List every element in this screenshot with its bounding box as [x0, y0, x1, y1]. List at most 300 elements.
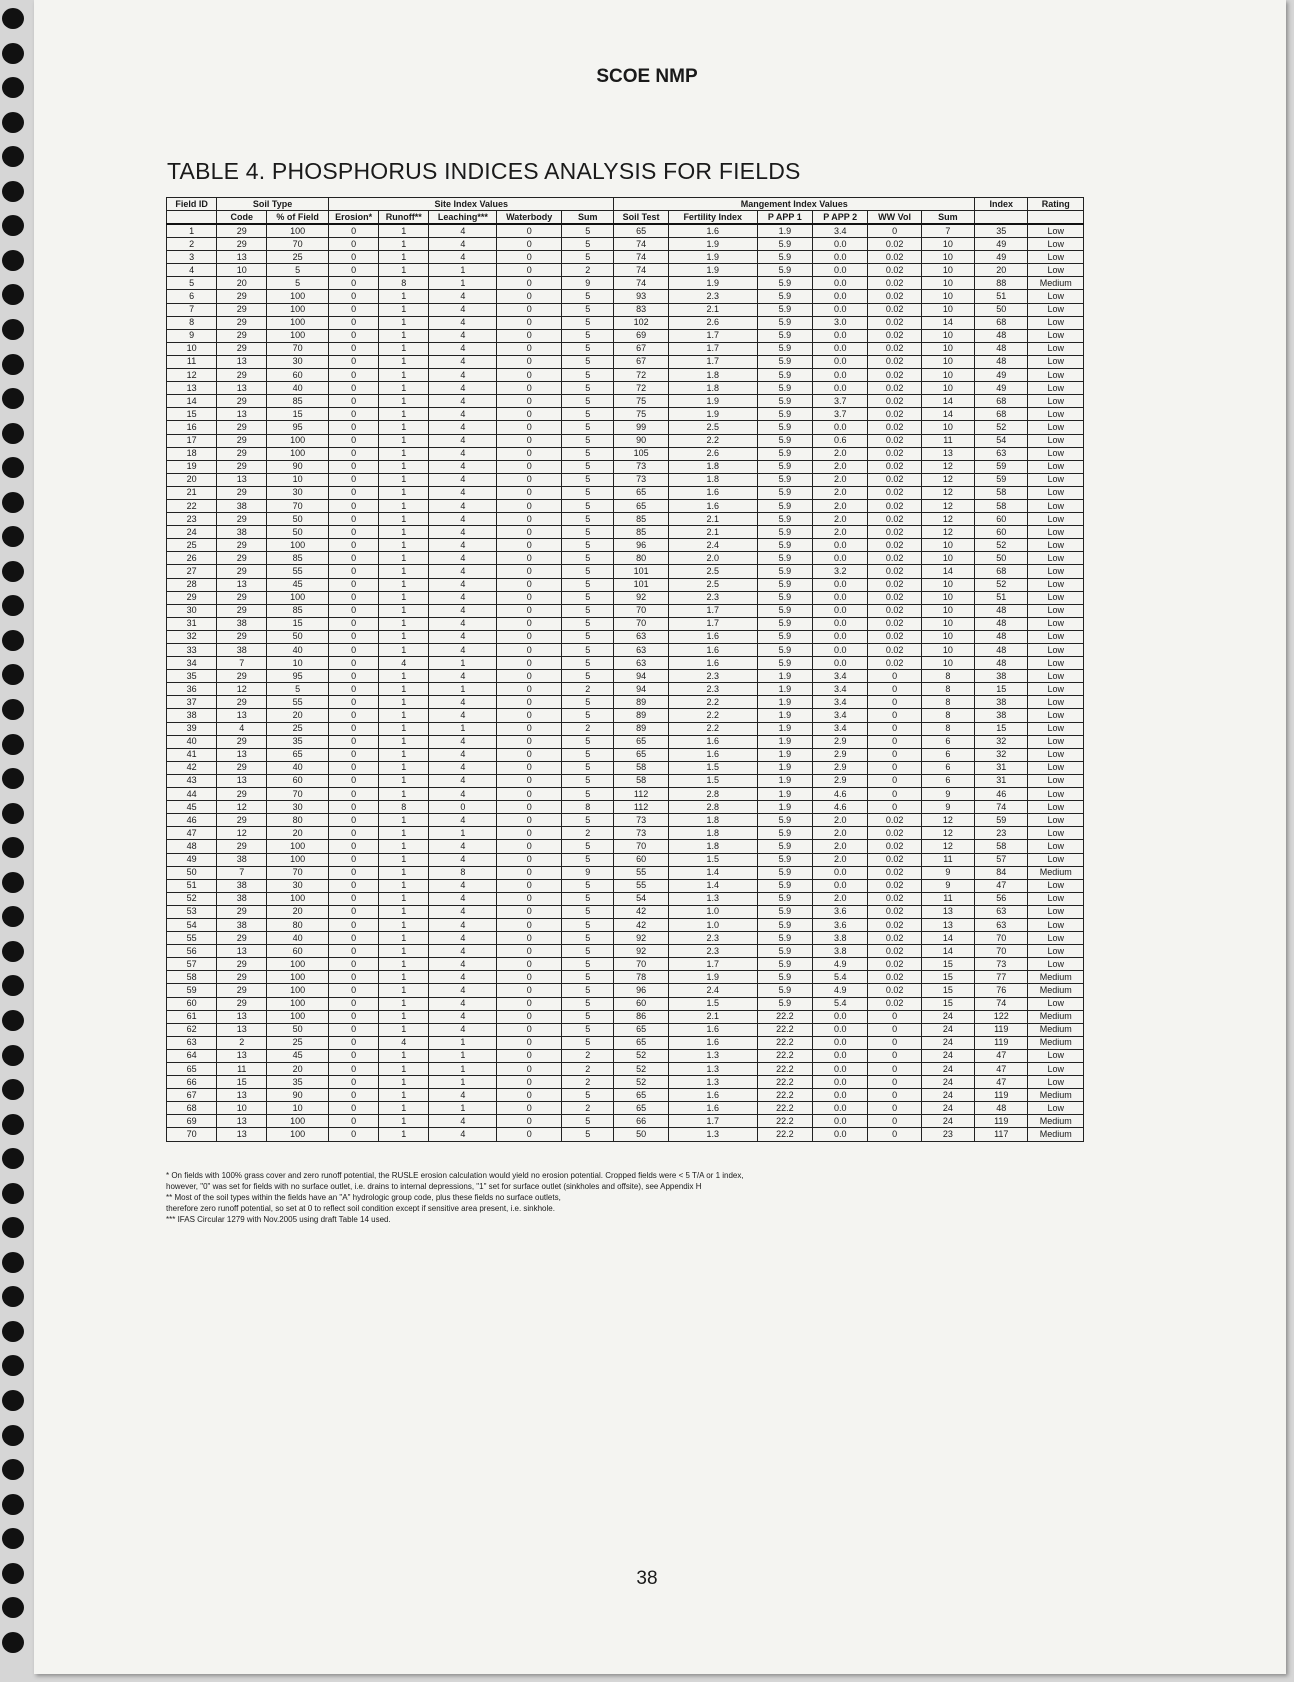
binder-holes	[0, 0, 40, 1682]
table-cell: 4	[429, 303, 497, 316]
table-cell: 70	[167, 1128, 217, 1141]
table-cell: 0.0	[813, 355, 868, 368]
table-cell: 0	[497, 814, 562, 827]
table-cell: 5.9	[757, 945, 812, 958]
table-cell: 8	[921, 709, 974, 722]
table-cell: 99	[614, 421, 668, 434]
table-cell: 4	[429, 1010, 497, 1023]
table-cell: 0.02	[868, 539, 921, 552]
table-cell: 85	[614, 526, 668, 539]
table-cell: 5.9	[757, 421, 812, 434]
table-cell: 1	[379, 722, 429, 735]
table-cell: 29	[217, 565, 267, 578]
table-cell: 5	[267, 277, 329, 290]
table-cell: 83	[614, 303, 668, 316]
table-cell: 1.8	[668, 369, 757, 382]
table-cell: 0	[497, 958, 562, 971]
binder-hole	[2, 1425, 24, 1446]
table-cell: 0.02	[868, 355, 921, 368]
table-cell: 1.6	[668, 735, 757, 748]
table-cell: 1	[429, 657, 497, 670]
table-cell: 40	[267, 382, 329, 395]
table-cell: 2.1	[668, 526, 757, 539]
table-cell: 1	[379, 1089, 429, 1102]
table-cell: 1.7	[668, 342, 757, 355]
table-cell: 1.9	[757, 774, 812, 787]
table-cell: 5	[562, 735, 614, 748]
table-cell: 54	[975, 434, 1028, 447]
table-cell: 10	[921, 290, 974, 303]
table-cell: 10	[921, 644, 974, 657]
table-cell: Low	[1028, 329, 1084, 342]
table-cell: 85	[267, 604, 329, 617]
table-cell: 9	[562, 277, 614, 290]
table-cell: 2.0	[813, 827, 868, 840]
table-cell: 1	[379, 539, 429, 552]
table-cell: Low	[1028, 251, 1084, 264]
table-cell: 0.0	[813, 578, 868, 591]
table-row	[167, 342, 1084, 355]
table-cell: 49	[975, 251, 1028, 264]
table-cell: 72	[614, 369, 668, 382]
table-cell: 11	[217, 1063, 267, 1076]
table-cell: 50	[267, 1023, 329, 1036]
table-cell: 0	[329, 499, 379, 512]
table-cell: 68	[975, 408, 1028, 421]
table-row	[167, 1036, 1084, 1049]
table-cell: 8	[379, 277, 429, 290]
table-cell: 11	[921, 853, 974, 866]
table-cell: 5	[562, 788, 614, 801]
table-cell: 75	[614, 395, 668, 408]
table-cell: 0	[329, 251, 379, 264]
binder-hole	[2, 803, 24, 824]
table-body	[167, 224, 1084, 1141]
table-cell: Medium	[1028, 971, 1084, 984]
table-cell: Low	[1028, 892, 1084, 905]
table-cell: 5.9	[757, 971, 812, 984]
table-cell: 30	[267, 801, 329, 814]
table-cell: Low	[1028, 591, 1084, 604]
table-row	[167, 748, 1084, 761]
table-cell: 5.9	[757, 526, 812, 539]
table-cell: 1	[429, 1063, 497, 1076]
table-cell: 1.3	[668, 1049, 757, 1062]
table-cell: 5	[562, 670, 614, 683]
table-cell: 0.0	[813, 290, 868, 303]
table-cell: 1	[379, 408, 429, 421]
table-cell: 0.0	[813, 630, 868, 643]
table-cell: 5.9	[757, 473, 812, 486]
table-cell: 1.9	[757, 761, 812, 774]
table-row	[167, 264, 1084, 277]
table-cell: 0	[329, 1128, 379, 1141]
table-cell: 0	[497, 801, 562, 814]
table-cell: Low	[1028, 761, 1084, 774]
table-cell: 0.02	[868, 513, 921, 526]
table-cell: 0	[329, 1063, 379, 1076]
table-cell: 74	[614, 277, 668, 290]
table-cell: 29	[217, 290, 267, 303]
table-cell: 50	[167, 866, 217, 879]
table-cell: 1	[429, 827, 497, 840]
table-cell: 30	[267, 486, 329, 499]
table-cell: 3.7	[813, 408, 868, 421]
table-cell: 1	[379, 617, 429, 630]
table-cell: 1	[379, 1076, 429, 1089]
table-cell: 24	[921, 1115, 974, 1128]
table-cell: 0.0	[813, 303, 868, 316]
table-row	[167, 499, 1084, 512]
table-cell: 100	[267, 1115, 329, 1128]
table-cell: 0	[329, 473, 379, 486]
table-cell: 2.1	[668, 1010, 757, 1023]
table-cell: 22.2	[757, 1036, 812, 1049]
table-row	[167, 303, 1084, 316]
table-cell: 1.8	[668, 382, 757, 395]
table-cell: 40	[267, 644, 329, 657]
table-cell: Low	[1028, 905, 1084, 918]
table-cell: 2	[562, 264, 614, 277]
table-cell: 40	[267, 932, 329, 945]
soil-type-header: Soil Type	[217, 198, 329, 211]
table-cell: 1.8	[668, 827, 757, 840]
table-row	[167, 918, 1084, 931]
table-cell: 5	[562, 421, 614, 434]
table-cell: 0.02	[868, 329, 921, 342]
table-cell: 51	[975, 290, 1028, 303]
table-cell: 5	[562, 539, 614, 552]
table-cell: 5	[562, 382, 614, 395]
table-cell: 10	[921, 277, 974, 290]
table-cell: 1.9	[668, 251, 757, 264]
table-cell: 15	[975, 722, 1028, 735]
table-cell: 10	[217, 264, 267, 277]
table-cell: 70	[267, 342, 329, 355]
table-cell: 15	[921, 971, 974, 984]
table-cell: 10	[921, 552, 974, 565]
site-index-header: Site Index Values	[329, 198, 614, 211]
table-cell: 1.8	[668, 840, 757, 853]
table-cell: Low	[1028, 604, 1084, 617]
table-cell: 0	[497, 1010, 562, 1023]
table-cell: 0	[868, 1128, 921, 1141]
table-cell: 5	[562, 630, 614, 643]
table-cell: 5.9	[757, 617, 812, 630]
table-cell: 29	[167, 591, 217, 604]
table-cell: Low	[1028, 696, 1084, 709]
table-row	[167, 238, 1084, 251]
table-cell: 85	[614, 513, 668, 526]
table-cell: 0.0	[813, 342, 868, 355]
column-header: Soil Test	[614, 211, 668, 225]
table-cell: 49	[975, 382, 1028, 395]
table-cell: 5.9	[757, 342, 812, 355]
table-cell: 0	[329, 840, 379, 853]
table-cell: 8	[429, 866, 497, 879]
table-cell: 0.02	[868, 303, 921, 316]
table-cell: 9	[921, 879, 974, 892]
table-cell: Low	[1028, 958, 1084, 971]
table-cell: 0	[497, 1049, 562, 1062]
table-cell: 5	[562, 486, 614, 499]
table-cell: 0.0	[813, 1063, 868, 1076]
column-header: P APP 1	[757, 211, 812, 225]
table-cell: 1.7	[668, 355, 757, 368]
table-cell: 2	[562, 827, 614, 840]
table-cell: 0.0	[813, 1076, 868, 1089]
table-cell: 0.02	[868, 460, 921, 473]
table-cell: 0	[497, 1115, 562, 1128]
table-cell: 1.5	[668, 761, 757, 774]
table-cell: 1	[379, 264, 429, 277]
table-cell: 50	[614, 1128, 668, 1141]
table-cell: 4	[429, 355, 497, 368]
table-cell: 1.9	[757, 696, 812, 709]
table-cell: 22.2	[757, 1049, 812, 1062]
table-cell: 5.4	[813, 997, 868, 1010]
table-cell: 40	[267, 761, 329, 774]
table-cell: 1.5	[668, 774, 757, 787]
table-cell: 0	[497, 395, 562, 408]
table-cell: 0	[329, 761, 379, 774]
table-cell: 14	[921, 408, 974, 421]
table-cell: 4.6	[813, 801, 868, 814]
table-cell: 59	[975, 460, 1028, 473]
table-cell: 0	[497, 1076, 562, 1089]
table-row	[167, 761, 1084, 774]
table-cell: 0	[497, 971, 562, 984]
table-cell: 5	[562, 499, 614, 512]
table-cell: 13	[217, 408, 267, 421]
table-cell: 94	[614, 683, 668, 696]
table-cell: 0	[329, 277, 379, 290]
table-cell: 5	[267, 264, 329, 277]
table-row	[167, 905, 1084, 918]
table-cell: 5	[562, 945, 614, 958]
table-cell: 13	[217, 1023, 267, 1036]
table-cell: 55	[614, 866, 668, 879]
table-cell: 7	[167, 303, 217, 316]
table-cell: 5	[562, 984, 614, 997]
table-cell: 0	[497, 329, 562, 342]
table-cell: 1.6	[668, 499, 757, 512]
table-cell: Low	[1028, 408, 1084, 421]
table-cell: 5	[562, 591, 614, 604]
table-cell: 3.8	[813, 945, 868, 958]
table-cell: 5.9	[757, 460, 812, 473]
table-cell: 40	[167, 735, 217, 748]
table-cell: 0	[497, 251, 562, 264]
table-cell: 6	[921, 735, 974, 748]
table-cell: 4	[429, 984, 497, 997]
table-cell: 0	[497, 761, 562, 774]
table-row	[167, 578, 1084, 591]
table-cell: 0	[497, 735, 562, 748]
table-row	[167, 1010, 1084, 1023]
table-cell: 0	[497, 316, 562, 329]
table-row	[167, 1063, 1084, 1076]
table-cell: 10	[267, 657, 329, 670]
table-cell: 24	[921, 1010, 974, 1023]
table-cell: 29	[217, 997, 267, 1010]
table-cell: 0	[497, 945, 562, 958]
table-cell: 18	[167, 447, 217, 460]
table-cell: 13	[921, 447, 974, 460]
table-row	[167, 251, 1084, 264]
table-cell: 1	[379, 290, 429, 303]
table-cell: 2.2	[668, 722, 757, 735]
table-cell: 63	[614, 657, 668, 670]
table-cell: 1.8	[668, 814, 757, 827]
table-row	[167, 604, 1084, 617]
table-cell: 4	[429, 473, 497, 486]
table-cell: 1.7	[668, 617, 757, 630]
table-cell: 0	[329, 984, 379, 997]
table-cell: 0	[868, 1076, 921, 1089]
table-cell: 35	[267, 735, 329, 748]
table-cell: 0	[329, 604, 379, 617]
binder-hole	[2, 284, 24, 305]
table-cell: 5.9	[757, 657, 812, 670]
table-cell: 0.02	[868, 892, 921, 905]
table-cell: 0	[497, 1089, 562, 1102]
table-row	[167, 892, 1084, 905]
table-row	[167, 408, 1084, 421]
table-cell: 29	[217, 971, 267, 984]
table-cell: 5.9	[757, 630, 812, 643]
table-cell: 4	[429, 630, 497, 643]
field-id-header: Field ID	[167, 198, 217, 211]
table-cell: 0	[329, 774, 379, 787]
table-cell: 0	[329, 460, 379, 473]
table-cell: 3.4	[813, 709, 868, 722]
table-cell: 1	[379, 329, 429, 342]
table-cell: 0	[497, 709, 562, 722]
table-cell: 5	[562, 879, 614, 892]
table-cell: 1.9	[757, 224, 812, 238]
table-cell: 47	[975, 879, 1028, 892]
table-cell: 68	[975, 316, 1028, 329]
table-row	[167, 644, 1084, 657]
table-cell: 0.02	[868, 526, 921, 539]
table-cell: 49	[975, 369, 1028, 382]
table-cell: 1.8	[668, 473, 757, 486]
table-cell: 0	[497, 421, 562, 434]
table-cell: 0	[868, 1023, 921, 1036]
table-cell: 0.0	[813, 1049, 868, 1062]
table-cell: 1	[379, 1010, 429, 1023]
table-cell: 2	[562, 1076, 614, 1089]
table-cell: 1	[379, 552, 429, 565]
mgmt-index-header: Mangement Index Values	[614, 198, 975, 211]
table-cell: 29	[217, 447, 267, 460]
page-number: 38	[636, 1568, 658, 1589]
table-cell: 5	[562, 238, 614, 251]
index-subheader	[975, 211, 1028, 225]
table-cell: 5.9	[757, 539, 812, 552]
table-cell: 92	[614, 945, 668, 958]
table-cell: 5	[562, 1089, 614, 1102]
table-cell: 5.9	[757, 958, 812, 971]
table-row	[167, 932, 1084, 945]
footnote-line: * On fields with 100% grass cover and zero runoff potential, the RUSLE erosion calculation would yield no erosion potential. Cropped fields were < 5 T/A or 1 index,	[166, 1171, 744, 1180]
table-cell: Low	[1028, 382, 1084, 395]
table-cell: 30	[167, 604, 217, 617]
table-cell: 22.2	[757, 1023, 812, 1036]
table-cell: 0.02	[868, 840, 921, 853]
table-cell: 29	[217, 369, 267, 382]
table-cell: 2.0	[813, 892, 868, 905]
table-cell: 12	[921, 460, 974, 473]
table-cell: 38	[975, 696, 1028, 709]
table-cell: 1	[379, 761, 429, 774]
table-cell: 1	[429, 1076, 497, 1089]
table-cell: 2.3	[668, 945, 757, 958]
table-cell: 65	[614, 1023, 668, 1036]
table-cell: 14	[921, 395, 974, 408]
binder-hole	[2, 423, 24, 444]
table-cell: 0	[329, 342, 379, 355]
table-cell: 0	[329, 578, 379, 591]
table-cell: 4.9	[813, 958, 868, 971]
table-cell: 63	[614, 644, 668, 657]
column-header: Runoff**	[379, 211, 429, 225]
table-cell: 74	[975, 801, 1028, 814]
table-cell: 4	[429, 709, 497, 722]
table-cell: 48	[975, 342, 1028, 355]
table-cell: 0	[429, 801, 497, 814]
table-cell: 100	[267, 984, 329, 997]
table-cell: 0	[497, 748, 562, 761]
table-cell: Low	[1028, 290, 1084, 303]
table-cell: 6	[921, 748, 974, 761]
table-cell: 5	[562, 997, 614, 1010]
table-cell: 100	[267, 1128, 329, 1141]
table-row	[167, 395, 1084, 408]
table-cell: 60	[614, 853, 668, 866]
binder-hole	[2, 664, 24, 685]
table-cell: 2.9	[813, 761, 868, 774]
table-cell: 4	[167, 264, 217, 277]
table-cell: 72	[614, 382, 668, 395]
table-cell: 0	[329, 565, 379, 578]
table-cell: 0	[497, 657, 562, 670]
table-cell: 22.2	[757, 1115, 812, 1128]
table-cell: Medium	[1028, 1023, 1084, 1036]
table-cell: 1	[429, 1036, 497, 1049]
binder-hole	[2, 354, 24, 375]
table-cell: 24	[921, 1089, 974, 1102]
table-cell: Low	[1028, 670, 1084, 683]
table-cell: 1	[429, 722, 497, 735]
table-cell: 10	[921, 251, 974, 264]
table-cell: 13	[217, 1010, 267, 1023]
table-cell: 1	[379, 499, 429, 512]
table-row	[167, 526, 1084, 539]
table-cell: 8	[379, 801, 429, 814]
table-cell: 9	[921, 801, 974, 814]
table-cell: 4	[429, 460, 497, 473]
table-cell: 60	[267, 774, 329, 787]
table-cell: 100	[267, 971, 329, 984]
table-cell: 5.9	[757, 997, 812, 1010]
table-cell: 4	[429, 997, 497, 1010]
table-cell: 46	[975, 788, 1028, 801]
table-cell: 63	[167, 1036, 217, 1049]
table-cell: 1	[379, 382, 429, 395]
table-cell: 0	[497, 342, 562, 355]
